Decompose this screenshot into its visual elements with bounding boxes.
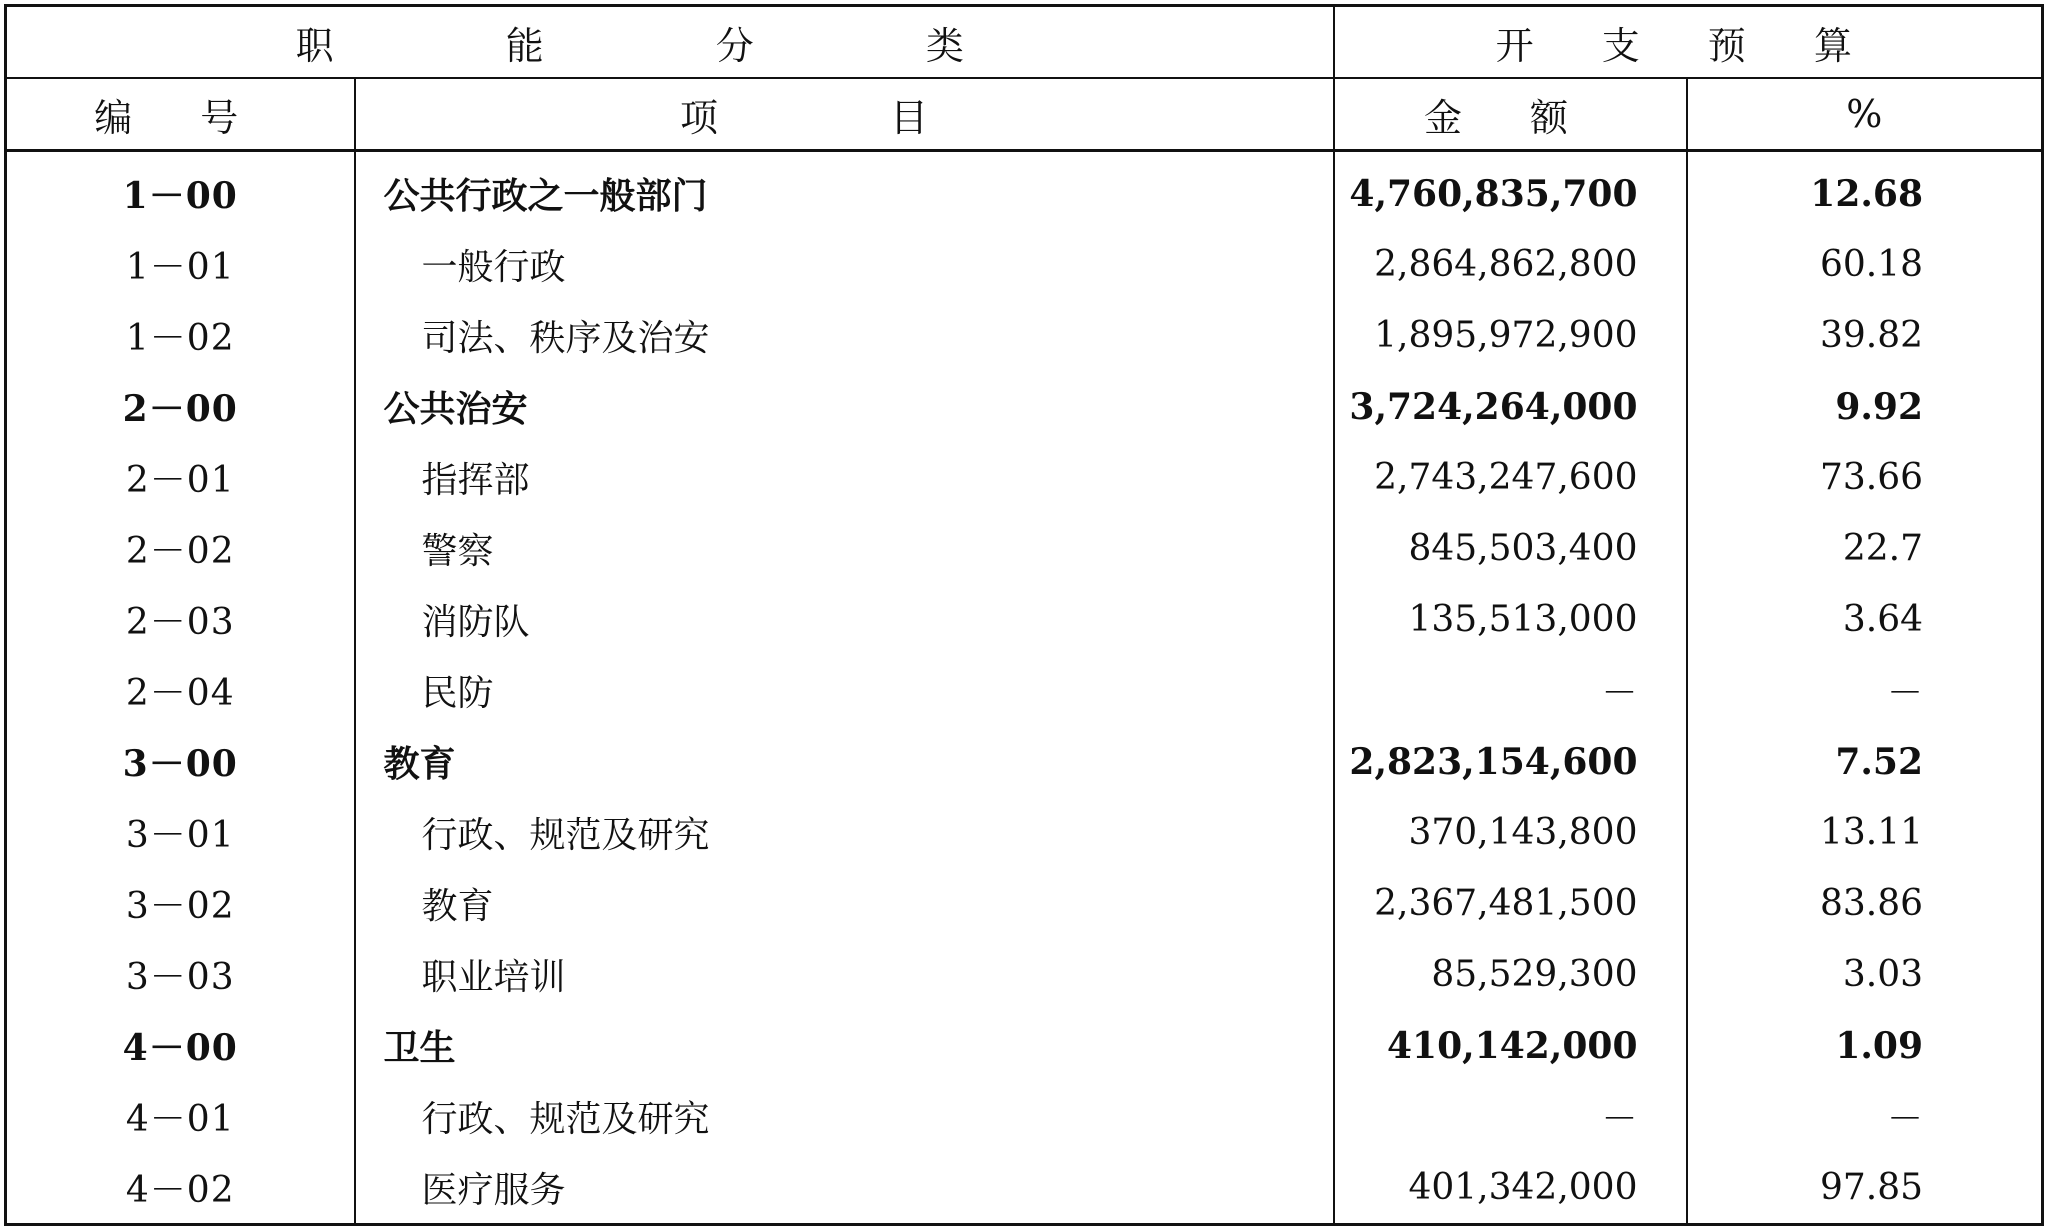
- row-percent: －: [1886, 673, 1923, 714]
- row-amount: 3,724,264,000: [1334, 371, 1687, 442]
- row-percent: 97.85: [1819, 1167, 1923, 1208]
- row-amount: 1,895,972,900: [1334, 300, 1687, 371]
- category-row: [6, 371, 2043, 442]
- row-item: 卫生: [355, 1010, 1334, 1081]
- row-code: 2－04: [6, 655, 355, 726]
- subcategory-row: [6, 1152, 2043, 1225]
- row-percent: 7.52: [1835, 740, 1923, 783]
- row-item: 行政、规范及研究: [355, 1081, 1334, 1152]
- row-code: 3－02: [6, 868, 355, 939]
- row-code: 4－02: [6, 1152, 355, 1225]
- functional-classification-header: 职 能 分 类: [6, 6, 1334, 79]
- row-amount: －: [1334, 655, 1687, 726]
- subcategory-row: [6, 797, 2043, 868]
- table-header: [6, 6, 2043, 151]
- amount-header: 金 额: [1334, 78, 1687, 151]
- row-percent: 73.66: [1819, 457, 1923, 498]
- row-percent: 3.64: [1842, 599, 1923, 640]
- row-code: 1－00: [6, 151, 355, 230]
- row-amount: 2,864,862,800: [1334, 229, 1687, 300]
- subcategory-row: [6, 513, 2043, 584]
- row-code: 1－02: [6, 300, 355, 371]
- row-item: 一般行政: [355, 229, 1334, 300]
- percent-header: %: [1687, 78, 2043, 151]
- row-code: 1－01: [6, 229, 355, 300]
- subcategory-row: [6, 655, 2043, 726]
- row-amount: 4,760,835,700: [1334, 151, 1687, 230]
- code-header: 编 号: [6, 78, 355, 151]
- row-item: 公共行政之一般部门: [355, 151, 1334, 230]
- row-percent: 13.11: [1819, 812, 1923, 853]
- row-percent: 39.82: [1819, 315, 1923, 356]
- subcategory-row: [6, 229, 2043, 300]
- subcategory-row: [6, 1081, 2043, 1152]
- row-percent: 60.18: [1819, 244, 1923, 285]
- subcategory-row: [6, 442, 2043, 513]
- row-amount: 401,342,000: [1334, 1152, 1687, 1225]
- row-code: 3－00: [6, 726, 355, 797]
- row-amount: －: [1334, 1081, 1687, 1152]
- category-row: [6, 1010, 2043, 1081]
- row-code: 4－01: [6, 1081, 355, 1152]
- row-code: 2－00: [6, 371, 355, 442]
- row-code: 2－03: [6, 584, 355, 655]
- row-item: 教育: [355, 726, 1334, 797]
- row-percent: 3.03: [1842, 954, 1923, 995]
- row-code: 3－01: [6, 797, 355, 868]
- category-row: [6, 726, 2043, 797]
- budget-header: 开 支 预 算: [1334, 6, 2043, 79]
- subcategory-row: [6, 868, 2043, 939]
- row-amount: 2,823,154,600: [1334, 726, 1687, 797]
- row-amount: 845,503,400: [1334, 513, 1687, 584]
- row-amount: 2,743,247,600: [1334, 442, 1687, 513]
- row-item: 职业培训: [355, 939, 1334, 1010]
- row-code: 4－00: [6, 1010, 355, 1081]
- header-row-bottom: [6, 78, 2043, 151]
- row-amount: 2,367,481,500: [1334, 868, 1687, 939]
- row-item: 警察: [355, 513, 1334, 584]
- row-item: 司法、秩序及治安: [355, 300, 1334, 371]
- subcategory-row: [6, 939, 2043, 1010]
- row-percent: 9.92: [1835, 385, 1923, 428]
- row-item: 医疗服务: [355, 1152, 1334, 1225]
- row-item: 公共治安: [355, 371, 1334, 442]
- budget-table: [4, 4, 2044, 1226]
- row-item: 教育: [355, 868, 1334, 939]
- row-code: 2－02: [6, 513, 355, 584]
- row-amount: 410,142,000: [1334, 1010, 1687, 1081]
- header-row-top: [6, 6, 2043, 79]
- row-percent: 12.68: [1810, 172, 1923, 215]
- row-percent: 1.09: [1835, 1024, 1923, 1067]
- subcategory-row: [6, 300, 2043, 371]
- row-item: 消防队: [355, 584, 1334, 655]
- row-percent: 83.86: [1819, 883, 1923, 924]
- row-amount: 85,529,300: [1334, 939, 1687, 1010]
- row-amount: 135,513,000: [1334, 584, 1687, 655]
- category-row: [6, 151, 2043, 230]
- item-header: 项 目: [355, 78, 1334, 151]
- subcategory-row: [6, 584, 2043, 655]
- row-item: 行政、规范及研究: [355, 797, 1334, 868]
- table-body: [6, 151, 2043, 1225]
- row-percent: 22.7: [1842, 528, 1923, 569]
- row-code: 2－01: [6, 442, 355, 513]
- row-code: 3－03: [6, 939, 355, 1010]
- row-percent: －: [1886, 1099, 1923, 1140]
- row-amount: 370,143,800: [1334, 797, 1687, 868]
- row-item: 民防: [355, 655, 1334, 726]
- row-item: 指挥部: [355, 442, 1334, 513]
